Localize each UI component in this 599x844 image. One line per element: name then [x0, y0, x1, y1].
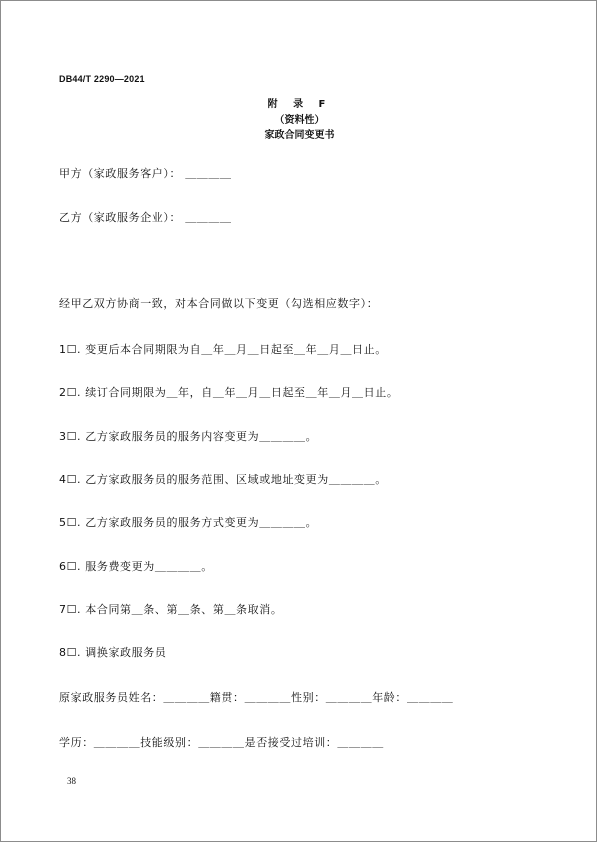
change-item-3: 3☐. 乙方家政服务员的服务内容变更为＿＿＿＿。	[59, 430, 318, 443]
change-item-4: 4☐. 乙方家政服务员的服务范围、区域或地址变更为＿＿＿＿。	[59, 473, 387, 486]
change-item-8: 8☐. 调换家政服务员	[59, 646, 167, 659]
change-item-7: 7☐. 本合同第＿条、第＿条、第＿条取消。	[59, 603, 283, 616]
original-staff-line-1: 原家政服务员姓名：＿＿＿＿籍贯：＿＿＿＿性别：＿＿＿＿年龄：＿＿＿＿	[59, 691, 454, 704]
original-staff-line-2: 学历：＿＿＿＿技能级别：＿＿＿＿是否接受过培训：＿＿＿＿	[59, 736, 384, 749]
appendix-type: （资料性）	[274, 115, 325, 126]
party-b-line: 乙方（家政服务企业）： ＿＿＿＿	[59, 211, 232, 224]
intro-text: 经甲乙双方协商一致，对本合同做以下变更（勾选相应数字）：	[59, 297, 379, 310]
standard-code: DB44/T 2290—2021	[59, 74, 145, 84]
page-number: 38	[67, 776, 76, 786]
change-item-1: 1☐. 变更后本合同期限为自＿年＿月＿日起至＿年＿月＿日止。	[59, 343, 387, 356]
change-item-6: 6☐. 服务费变更为＿＿＿＿。	[59, 560, 213, 573]
appendix-title: 附 录 F	[267, 99, 332, 110]
change-item-2: 2☐. 续订合同期限为＿年，自＿年＿月＿日起至＿年＿月＿日止。	[59, 386, 399, 399]
party-a-line: 甲方（家政服务客户）： ＿＿＿＿	[59, 167, 232, 180]
document-title: 家政合同变更书	[264, 130, 335, 141]
change-item-5: 5☐. 乙方家政服务员的服务方式变更为＿＿＿＿。	[59, 516, 318, 529]
